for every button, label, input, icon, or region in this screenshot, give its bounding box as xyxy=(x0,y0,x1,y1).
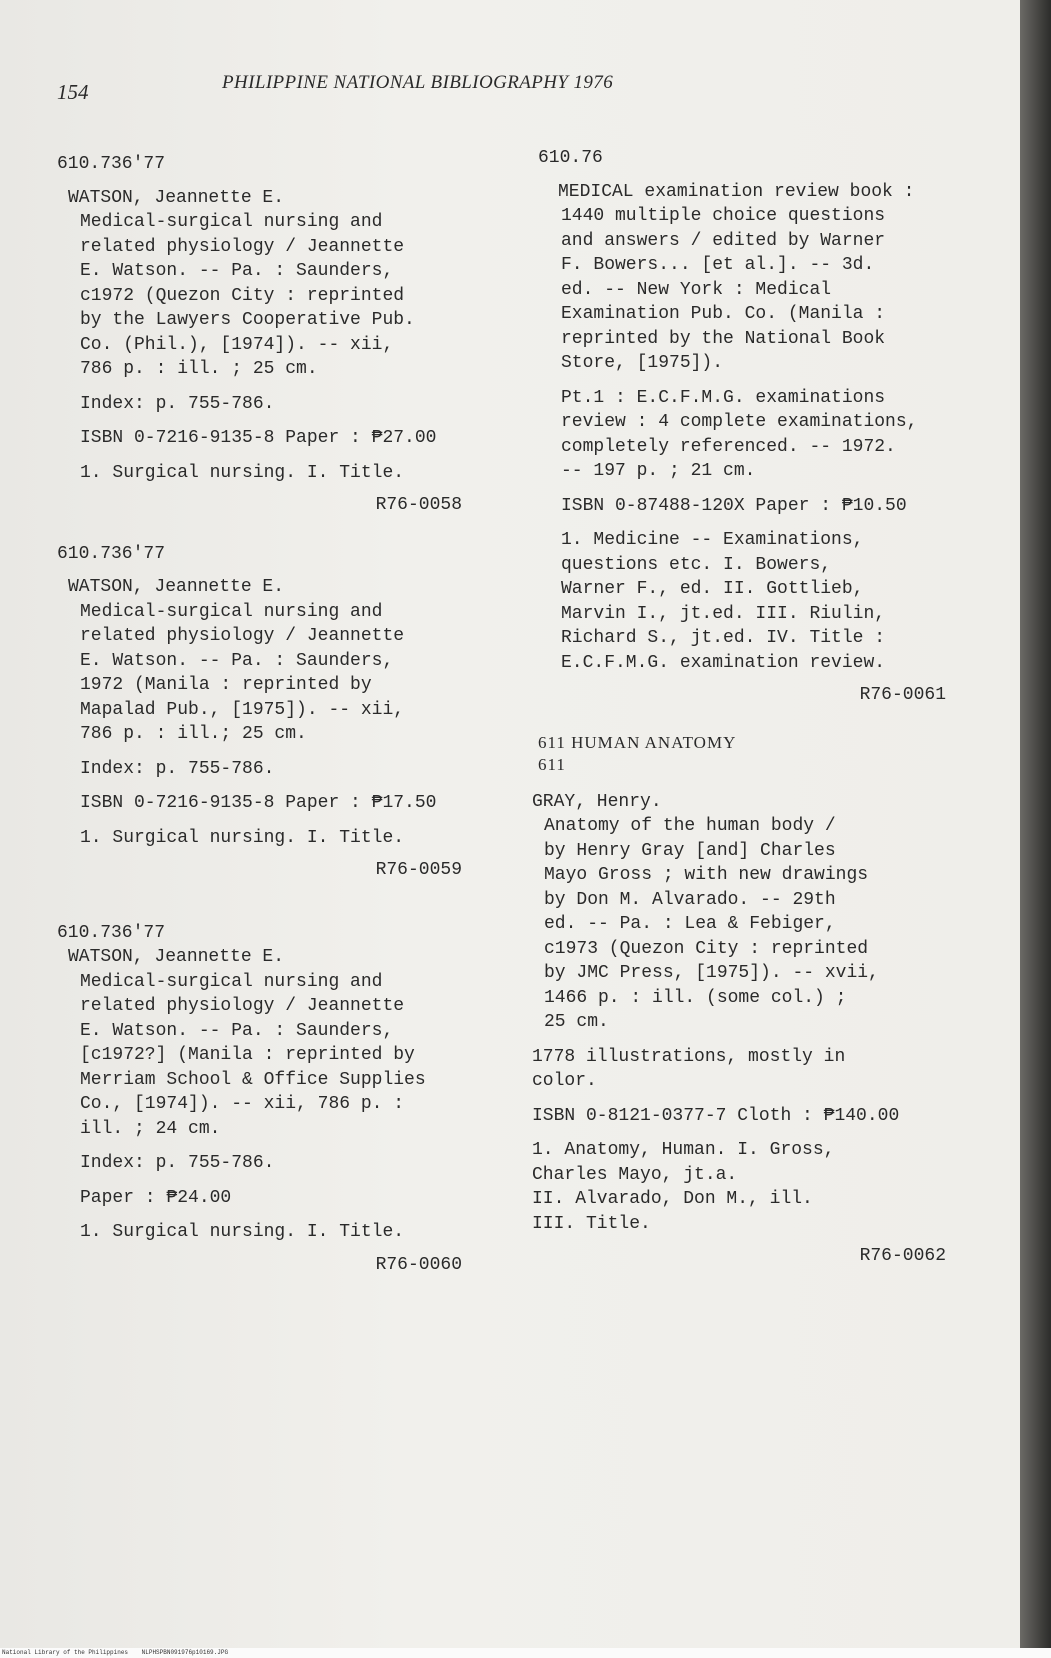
body-line: ed. -- New York : Medical xyxy=(561,279,832,300)
subject-tracing: questions etc. I. Bowers, xyxy=(561,554,832,575)
subject-tracing: 1. Surgical nursing. I. Title. xyxy=(80,462,405,483)
body-line: Co., [1974]). -- xii, 786 p. : xyxy=(80,1094,405,1114)
footer-file: NLPHSPBN091976p10169.JPG xyxy=(141,1649,229,1656)
body-line: 786 p. : ill.; 25 cm. xyxy=(80,724,307,744)
catalog-entry-r76-0062 xyxy=(532,732,1008,1269)
entry-heading: MEDICAL examination review book : xyxy=(558,181,915,202)
footer-source: National Library of the Philippines xyxy=(2,1649,129,1656)
body-line: Mayo Gross ; with new drawings xyxy=(544,865,869,885)
body-line: 25 cm. xyxy=(544,1012,609,1032)
subject-tracing: II. Alvarado, Don M., ill. xyxy=(532,1189,813,1209)
catalog-entry-r76-0060 xyxy=(57,921,507,1278)
index-note: Index: p. 755-786. xyxy=(80,1153,275,1173)
body-line: related physiology / Jeannette xyxy=(80,996,405,1016)
body-line: by Don M. Alvarado. -- 29th xyxy=(544,889,836,910)
body-line: by Henry Gray [and] Charles xyxy=(544,840,836,861)
entry-heading: WATSON, Jeannette E. xyxy=(68,947,285,967)
entry-heading: WATSON, Jeannette E. xyxy=(68,577,285,597)
right-column xyxy=(532,146,1008,1293)
body-line: Co. (Phil.), [1974]). -- xii, xyxy=(80,334,394,355)
entry-body xyxy=(561,204,1008,675)
body-line: F. Bowers... [et al.]. -- 3d. xyxy=(561,255,875,275)
page-title: PHILIPPINE NATIONAL BIBLIOGRAPHY 1976 xyxy=(222,72,614,93)
body-line: c1973 (Quezon City : reprinted xyxy=(544,938,869,959)
subject-tracing: Charles Mayo, jt.a. xyxy=(532,1164,738,1185)
isbn-line: ISBN 0-7216-9135-8 Paper : ₱17.50 xyxy=(80,793,437,813)
body-line: related physiology / Jeannette xyxy=(80,236,405,257)
body-line: Examination Pub. Co. (Manila : xyxy=(561,304,886,324)
subject-tracing: Marvin I., jt.ed. III. Riulin, xyxy=(561,603,886,624)
subject-heading: 611 HUMAN ANATOMY xyxy=(538,732,737,752)
scan-footer xyxy=(0,1648,1051,1658)
body-line: related physiology / Jeannette xyxy=(80,626,405,646)
subject-tracing: Warner F., ed. II. Gottlieb, xyxy=(561,579,864,599)
entry-body xyxy=(80,970,507,1245)
index-note: Index: p. 755-786. xyxy=(80,758,275,779)
price-line: Paper : ₱24.00 xyxy=(80,1187,232,1208)
index-note: Index: p. 755-786. xyxy=(80,393,275,414)
entry-body xyxy=(532,814,1008,1236)
subject-tracing: 1. Surgical nursing. I. Title. xyxy=(80,827,405,848)
control-number: R76-0062 xyxy=(859,1246,946,1266)
contents-note: -- 197 p. ; 21 cm. xyxy=(561,461,756,481)
call-number: 611 xyxy=(538,754,566,774)
body-line: [c1972?] (Manila : reprinted by xyxy=(80,1045,415,1065)
body-line: by the Lawyers Cooperative Pub. xyxy=(80,310,415,330)
isbn-line: ISBN 0-87488-120X Paper : ₱10.50 xyxy=(561,495,907,516)
isbn-line: ISBN 0-8121-0377-7 Cloth : ₱140.00 xyxy=(532,1105,900,1126)
book-edge-shadow xyxy=(1020,0,1051,1658)
entry-heading: WATSON, Jeannette E. xyxy=(68,187,285,208)
left-column xyxy=(57,152,507,1301)
control-number: R76-0058 xyxy=(375,495,462,515)
control-number: R76-0059 xyxy=(375,860,462,880)
entry-heading: GRAY, Henry. xyxy=(532,791,662,812)
body-line: ed. -- Pa. : Lea & Febiger, xyxy=(544,914,836,934)
entry-body xyxy=(80,210,507,485)
call-number: 610.76 xyxy=(538,148,603,168)
illustrations-note: 1778 illustrations, mostly in xyxy=(532,1046,846,1067)
body-line: E. Watson. -- Pa. : Saunders, xyxy=(80,1020,394,1041)
subject-tracing: 1. Surgical nursing. I. Title. xyxy=(80,1222,405,1242)
contents-note: completely referenced. -- 1972. xyxy=(561,436,896,457)
body-line: c1972 (Quezon City : reprinted xyxy=(80,285,405,306)
subject-tracing: 1. Anatomy, Human. I. Gross, xyxy=(532,1140,835,1160)
body-line: Store, [1975]). xyxy=(561,353,724,373)
control-number: R76-0060 xyxy=(375,1254,462,1275)
call-number: 610.736'77 xyxy=(57,154,166,174)
body-line: ill. ; 24 cm. xyxy=(80,1118,221,1139)
subject-tracing: 1. Medicine -- Examinations, xyxy=(561,530,864,550)
body-line: Medical-surgical nursing and xyxy=(80,212,383,232)
body-line: Mapalad Pub., [1975]). -- xii, xyxy=(80,699,405,720)
body-line: Anatomy of the human body / xyxy=(544,816,836,836)
page-number: 154 xyxy=(57,80,89,104)
body-line: E. Watson. -- Pa. : Saunders, xyxy=(80,261,394,281)
body-line: 1972 (Manila : reprinted by xyxy=(80,675,372,695)
body-line: Merriam School & Office Supplies xyxy=(80,1069,426,1090)
contents-note: review : 4 complete examinations, xyxy=(561,412,918,432)
contents-note: Pt.1 : E.C.F.M.G. examinations xyxy=(561,387,886,408)
body-line: 1440 multiple choice questions xyxy=(561,206,886,226)
call-number: 610.736'77 xyxy=(57,922,166,943)
illustrations-note: color. xyxy=(532,1071,597,1091)
subject-tracing: III. Title. xyxy=(532,1213,651,1234)
body-line: Medical-surgical nursing and xyxy=(80,601,383,622)
body-line: by JMC Press, [1975]). -- xvii, xyxy=(544,963,879,983)
catalog-entry-r76-0058 xyxy=(57,152,507,518)
body-line: and answers / edited by Warner xyxy=(561,230,886,251)
subject-tracing: E.C.F.M.G. examination review. xyxy=(561,652,886,673)
control-number: R76-0061 xyxy=(859,685,946,705)
body-line: Medical-surgical nursing and xyxy=(80,971,383,992)
isbn-line: ISBN 0-7216-9135-8 Paper : ₱27.00 xyxy=(80,428,437,448)
body-line: 786 p. : ill. ; 25 cm. xyxy=(80,359,318,379)
call-number: 610.736'77 xyxy=(57,543,166,564)
catalog-entry-r76-0061 xyxy=(538,146,1008,708)
subject-tracing: Richard S., jt.ed. IV. Title : xyxy=(561,628,886,648)
body-line: 1466 p. : ill. (some col.) ; xyxy=(544,987,847,1008)
body-line: reprinted by the National Book xyxy=(561,328,886,349)
entry-body xyxy=(80,600,507,851)
catalog-entry-r76-0059 xyxy=(57,542,507,883)
body-line: E. Watson. -- Pa. : Saunders, xyxy=(80,650,394,671)
